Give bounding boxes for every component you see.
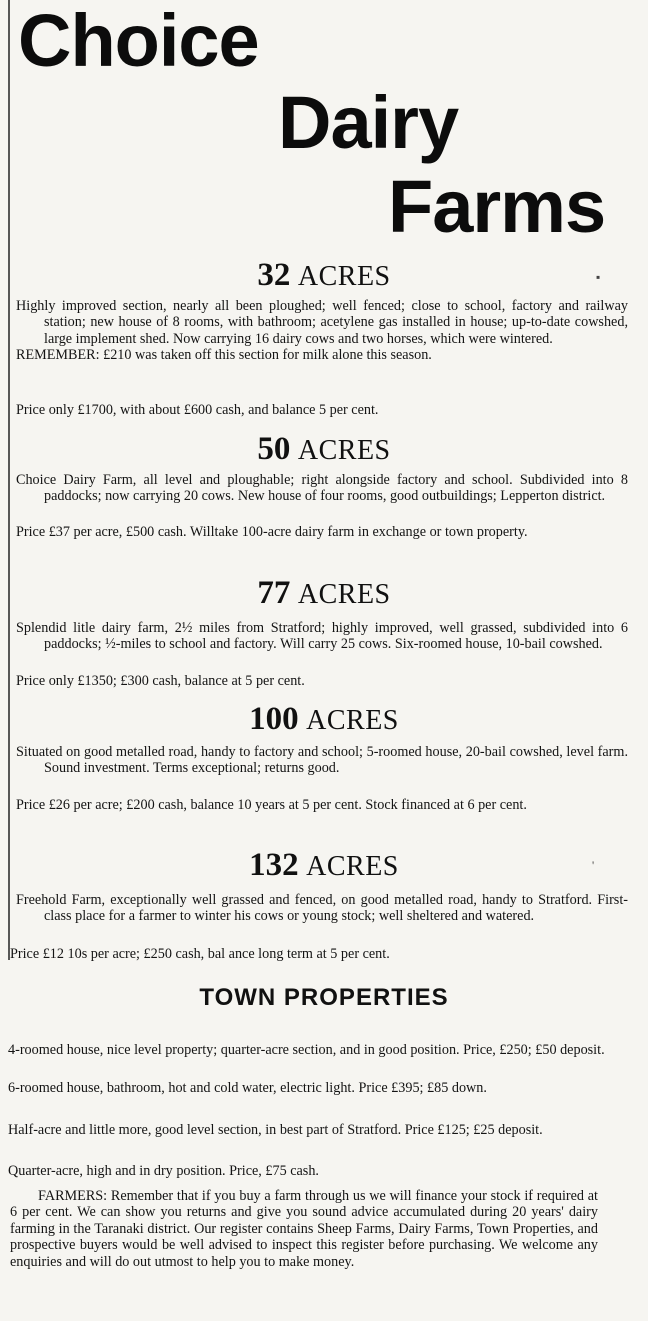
acres-number: 100	[249, 701, 299, 737]
acres-number: 50	[257, 431, 291, 467]
acres-word: ACRES	[297, 435, 391, 466]
listing-heading-132	[0, 848, 648, 884]
town-item-4: Quarter-acre, high and in dry position. Price, £75 cash.	[8, 1163, 319, 1179]
print-speck: ▪	[596, 270, 601, 284]
listing-heading-100	[0, 702, 648, 738]
listing-price-77: Price only £1350; £300 cash, balance at 5 per cent.	[16, 673, 305, 689]
listing-heading-50	[0, 432, 648, 468]
listing-price-32: Price only £1700, with about £600 cash, and balance 5 per cent.	[16, 402, 379, 418]
acres-word: ACRES	[297, 261, 391, 292]
town-item-2: 6-roomed house, bathroom, hot and cold water, electric light. Price £395; £85 down.	[8, 1080, 487, 1096]
town-item-3: Half-acre and little more, good level section, in best part of Stratford. Price £125; £25 deposit.	[8, 1122, 543, 1138]
column-rule	[8, 0, 10, 960]
listing-description-32	[16, 298, 628, 364]
acres-number: 132	[249, 847, 299, 883]
listing-price-50: Price £37 per acre, £500 cash. Willtake 100-acre dairy farm in exchange or town property.	[16, 524, 528, 540]
acres-number: 77	[257, 575, 291, 611]
town-properties-heading: TOWN PROPERTIES	[199, 984, 449, 1011]
listing-description-50: Choice Dairy Farm, all level and ploughable; right alongside factory and school. Subdivided into 8 paddocks; now carrying 20 cows. New house of four rooms, good outbuildings; Lepperton district.	[16, 472, 628, 505]
listing-description-100: Situated on good metalled road, handy to factory and school; 5-roomed house, 20-bail cowshed, level farm. Sound investment. Terms exceptional; returns good.	[16, 744, 628, 777]
acres-number: 32	[257, 257, 291, 293]
acres-word: ACRES	[297, 579, 391, 610]
listing-heading-32	[0, 258, 648, 294]
print-speck: '	[592, 858, 595, 872]
acres-word: ACRES	[306, 705, 399, 736]
listing-description-132: Freehold Farm, exceptionally well grassed and fenced, on good metalled road, handy to Stratford. First-class place for a farmer to winter his cows or young stock; well sheltered and watered.	[16, 892, 628, 925]
listing-price-132: Price £12 10s per acre; £250 cash, bal ance long term at 5 per cent.	[10, 946, 390, 962]
closing-paragraph: FARMERS: Remember that if you buy a farm through us we will finance your stock if required at 6 per cent. We can show you returns and give you sound advice accumulated during 20 years' dairy farming in the Taranaki district. Our register contains Sheep Farms, Dairy Farms, Town Properties, and prospective buyers would be well advised to inspect this register before purchasing. We welcome any enquiries and will do out utmost to help you to make money.	[10, 1188, 598, 1270]
headline-dairy: Dairy	[278, 81, 459, 164]
acres-word: ACRES	[306, 851, 399, 882]
description-text: Highly improved section, nearly all been ploughed; well fenced; close to school, factory and railway station; new house of 8 rooms, with bathroom; acetylene gas installed in house; up-to-date cowshed, large implement shed. Now carrying 16 dairy cows and two horses, which were wintered.	[16, 298, 628, 347]
listing-heading-77	[0, 576, 648, 612]
headline-farms: Farms	[388, 165, 606, 248]
listing-description-77: Splendid litle dairy farm, 2½ miles from Stratford; highly improved, well grassed, subdivided into 6 paddocks; ½-miles to school and factory. Will carry 25 cows. Six-roomed house, 10-bail cowshed.	[16, 620, 628, 653]
headline-choice: Choice	[18, 0, 259, 82]
remember-note: REMEMBER: £210 was taken off this section for milk alone this season.	[16, 347, 432, 364]
listing-price-100: Price £26 per acre; £200 cash, balance 10 years at 5 per cent. Stock financed at 6 per cent.	[16, 797, 527, 813]
town-item-1: 4-roomed house, nice level property; quarter-acre section, and in good position. Price, £250; £50 deposit.	[8, 1042, 605, 1058]
